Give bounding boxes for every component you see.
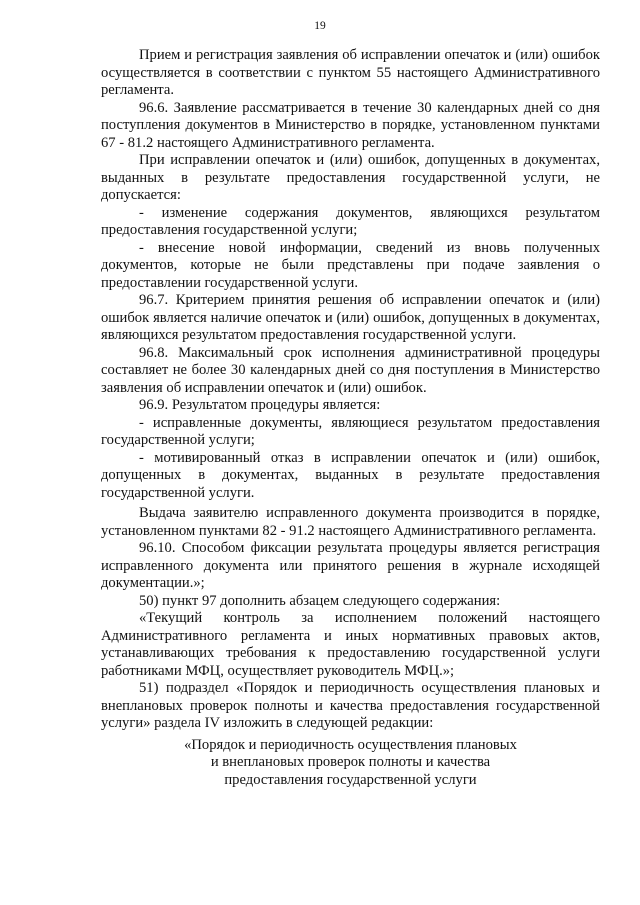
paragraph: - изменение содержания документов, являющихся результатом предоставления государственной услуги; xyxy=(101,204,600,238)
paragraph: 96.7. Критерием принятия решения об исправлении опечаток и (или) ошибок является наличие опечаток и (или) ошибок, допущенных в документах, являющихся результатом предоставления государственной услуги. xyxy=(101,292,600,343)
paragraph: 96.8. Максимальный срок исполнения административной процедуры составляет не более 30 календарных дней со дня поступления в Министерство заявления об исправлении опечаток и (или) ошибок. xyxy=(101,344,600,396)
paragraph: 96.9. Результатом процедуры является: xyxy=(139,397,381,413)
paragraph: - исправленные документы, являющиеся результатом предоставления государственной услуги; xyxy=(101,414,600,448)
paragraph: 96.6. Заявление рассматривается в течение 30 календарных дней со дня поступления документов в Министерство в порядке, установленном пунктами 67 - 81.2 настоящего Административного регламента. xyxy=(101,99,600,151)
page-number: 19 xyxy=(314,20,326,32)
paragraph: Прием и регистрация заявления об исправлении опечаток и (или) ошибок осуществляется в соответствии с пунктом 55 настоящего Административного регламента. xyxy=(101,47,600,98)
paragraph: При исправлении опечаток и (или) ошибок, допущенных в документах, выданных в результате предоставления государственной услуги, не допускается: xyxy=(101,152,600,203)
paragraph: 96.10. Способом фиксации результата процедуры является регистрация исправленного документа или принятого решения в журнале исходящей документации.»; xyxy=(101,540,600,591)
paragraph: Выдача заявителю исправленного документа производится в порядке, установленном пунктами 82 - 91.2 настоящего Административного регламента. xyxy=(101,505,600,539)
subsection-heading-line: предоставления государственной услуги xyxy=(224,771,477,788)
paragraph: 50) пункт 97 дополнить абзацем следующего содержания: xyxy=(139,592,501,609)
paragraph: «Текущий контроль за исполнением положений настоящего Административного регламента и иных нормативных правовых актов, устанавливающих требования к предоставлению государственной услуги работниками МФЦ, осуществляет руководитель МФЦ.»; xyxy=(101,610,600,679)
subsection-heading-line: и внеплановых проверок полноты и качества xyxy=(210,754,491,770)
paragraph: 51) подраздел «Порядок и периодичность осуществления плановых и внеплановых проверок полноты и качества предоставления государственной услуги» раздела IV изложить в следующей редакции: xyxy=(101,680,600,731)
paragraph: - мотивированный отказ в исправлении опечаток и (или) ошибок, допущенных в документах, выданных в результате предоставления государственной услуги. xyxy=(101,449,600,501)
paragraph: - внесение новой информации, сведений из вновь полученных документов, которые не были представлены при подаче заявления о предоставлении государственной услуги. xyxy=(101,239,600,291)
document-body xyxy=(101,47,600,789)
subsection-heading xyxy=(101,737,600,790)
subsection-heading-line: «Порядок и периодичность осуществления плановых xyxy=(184,736,517,753)
